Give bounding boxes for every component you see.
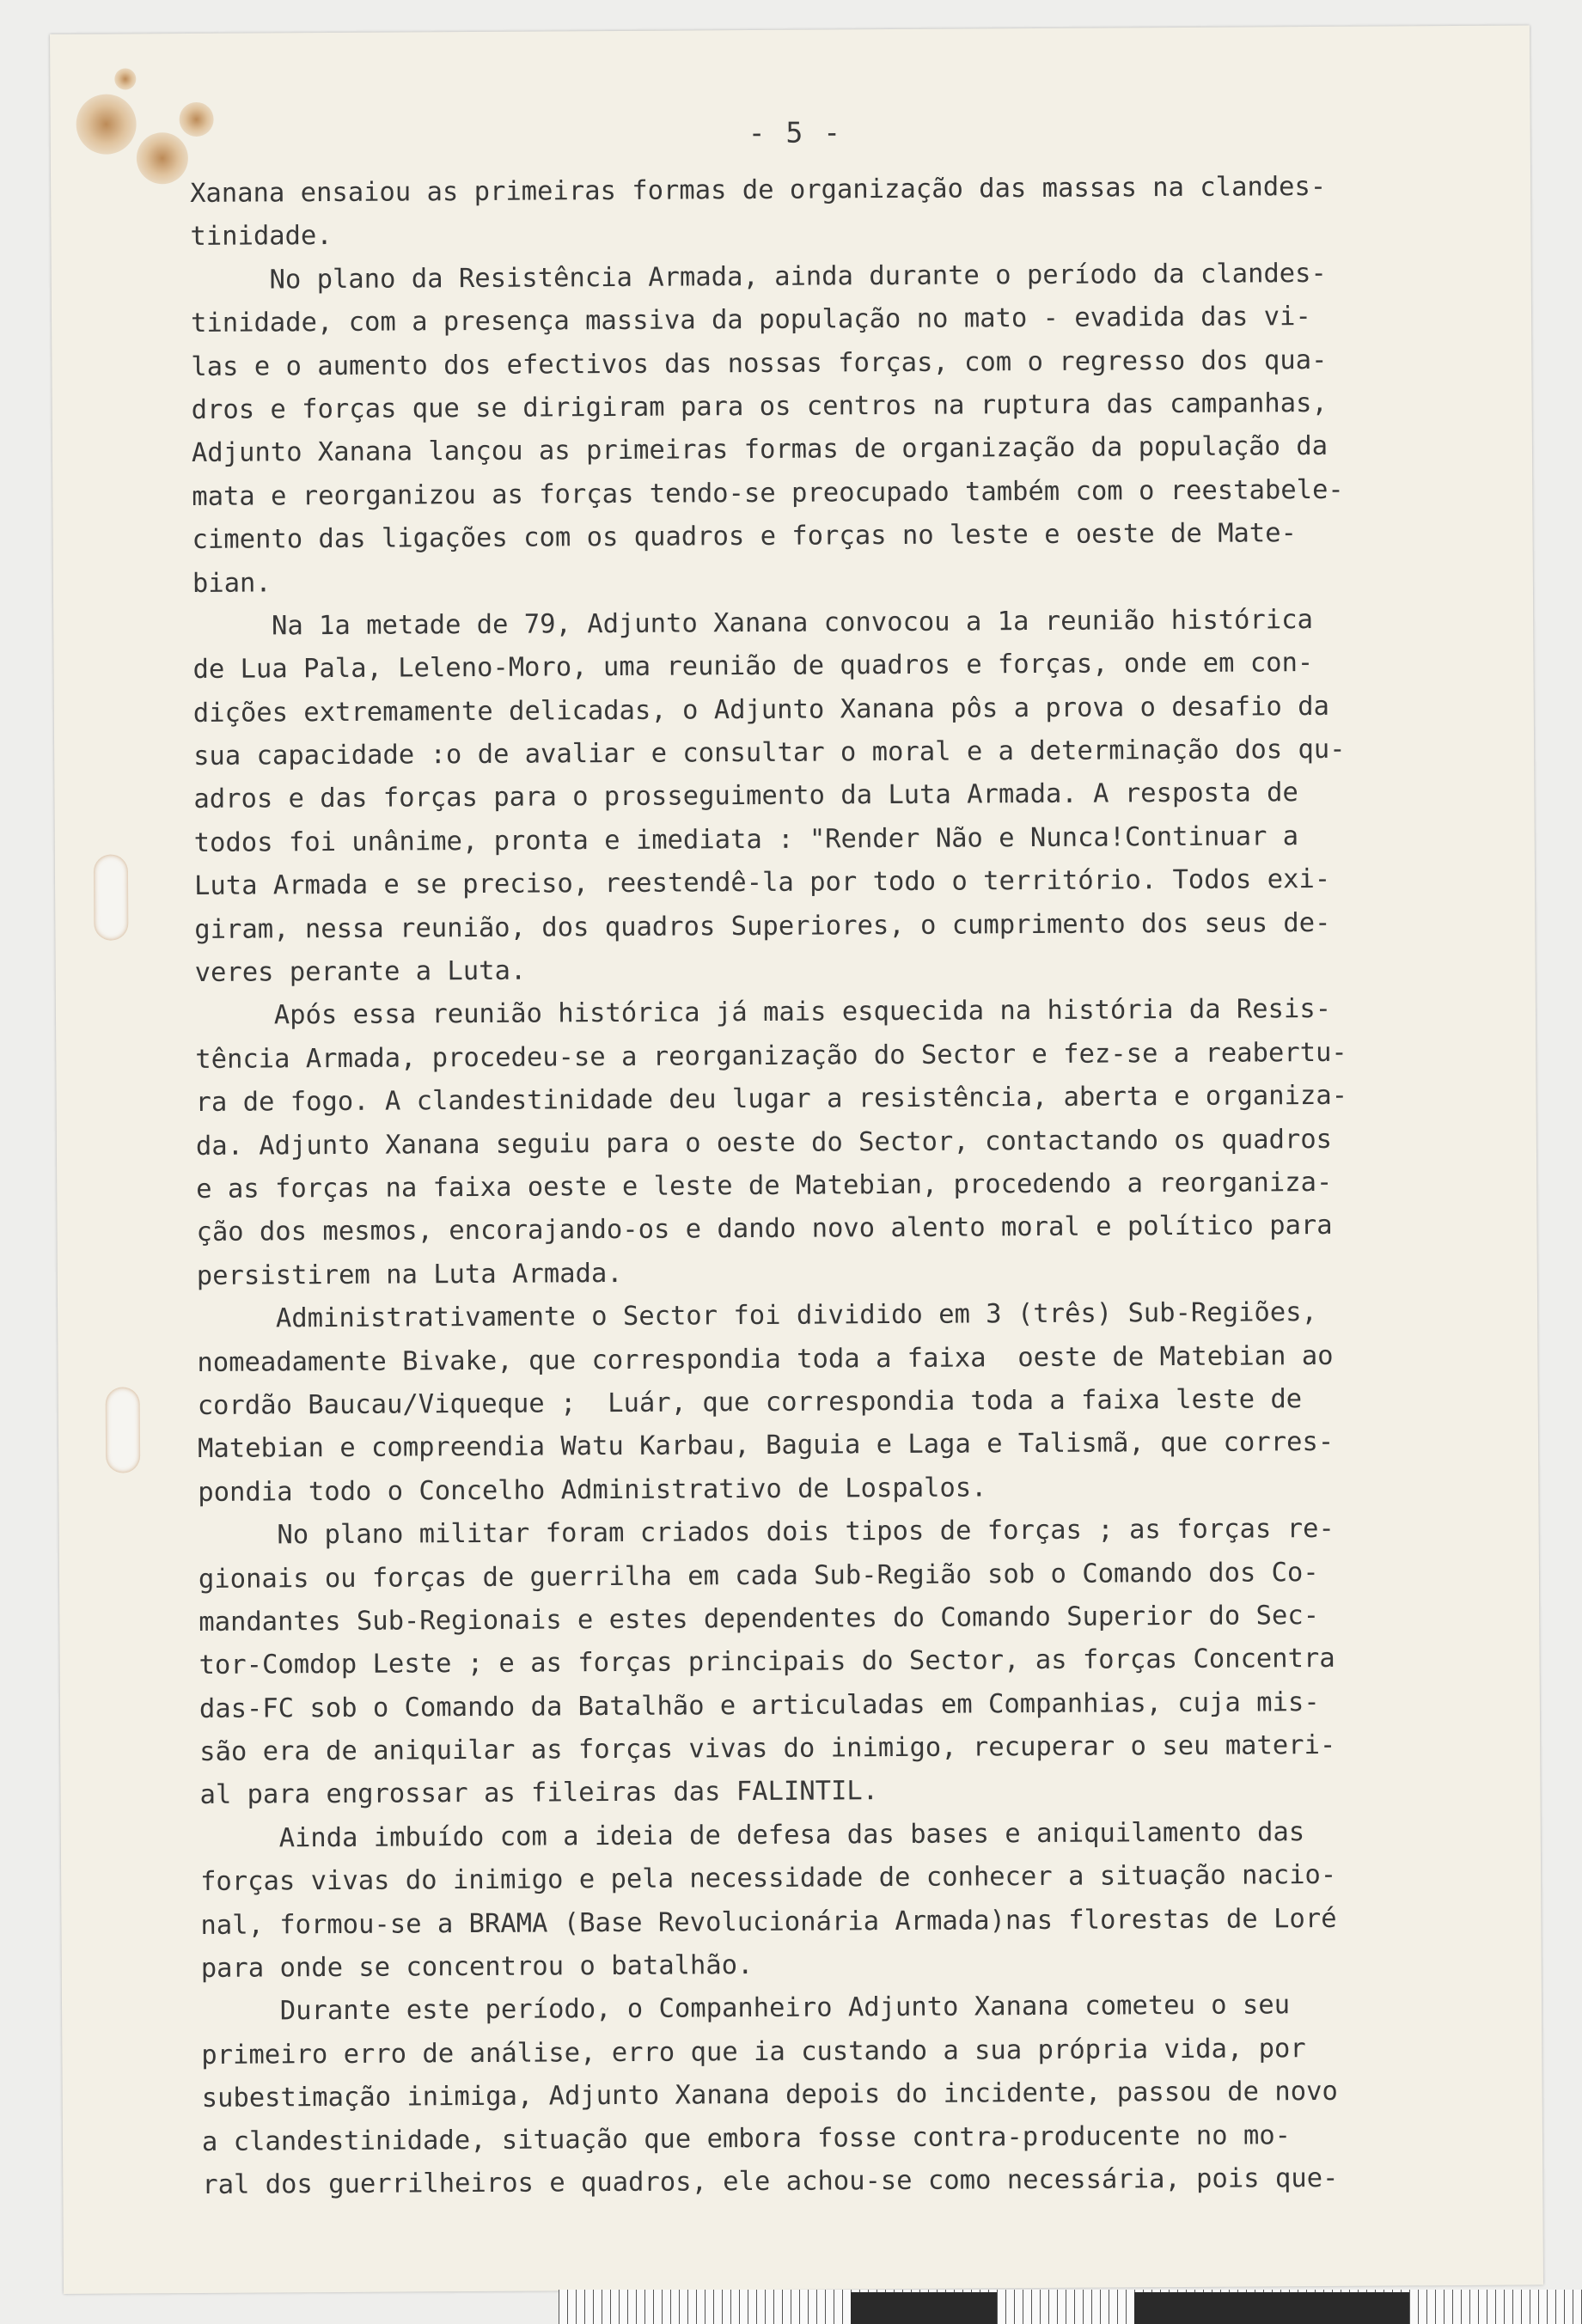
text-line: las e o aumento dos efectivos das nossas forças, com o regresso dos qua- bbox=[191, 345, 1328, 382]
text-line: Matebian e compreendia Watu Karbau, Baguia e Laga e Talismã, que corres- bbox=[197, 1427, 1335, 1465]
text-line: cimento das ligações com os quadros e forças no leste e oeste de Mate- bbox=[192, 518, 1298, 556]
text-line: ra de fogo. A clandestinidade deu lugar a resistência, aberta e organiza- bbox=[195, 1081, 1348, 1119]
text-line: pondia todo o Concelho Administrativo de Lospalos. bbox=[198, 1473, 987, 1508]
text-line: Adjunto Xanana lançou as primeiras formas de organização da população da bbox=[191, 431, 1329, 469]
text-line: a clandestinidade, situação que embora fosse contra-producente no mo- bbox=[201, 2120, 1292, 2157]
text-line: Luta Armada e se preciso, reestendê-la por todo o território. Todos exi- bbox=[193, 864, 1331, 902]
text-line: bian. bbox=[192, 567, 272, 599]
text-line: todos foi unânime, pronta e imediata : "Render Não e Nunca!Continuar a bbox=[193, 821, 1299, 858]
text-line: tinidade. bbox=[190, 221, 333, 253]
punch-hole bbox=[106, 1387, 141, 1473]
text-line: Durante este período, o Companheiro Adjunto Xanana cometeu o seu bbox=[200, 1990, 1291, 2028]
text-line: para onde se concentrou o batalhão. bbox=[200, 1950, 754, 1984]
text-line: No plano militar foram criados dois tipos de forças ; as forças re- bbox=[198, 1514, 1335, 1552]
scale-ruler bbox=[559, 2290, 1582, 2324]
rust-stain bbox=[179, 102, 213, 137]
text-line: e as forças na faixa oeste e leste de Matebian, procedendo a reorganiza- bbox=[196, 1167, 1333, 1205]
text-line: de Lua Pala, Leleno-Moro, uma reunião de quadros e forças, onde em con- bbox=[192, 648, 1314, 686]
text-line: primeiro erro de análise, erro que ia custando a sua própria vida, por bbox=[201, 2033, 1306, 2071]
punch-hole bbox=[94, 854, 129, 940]
rust-stain bbox=[137, 132, 188, 184]
text-line: Na 1a metade de 79, Adjunto Xanana convocou a 1a reunião histórica bbox=[192, 604, 1314, 642]
text-line: Administrativamente o Sector foi dividido em 3 (três) Sub-Regiões, bbox=[197, 1297, 1317, 1335]
text-line: Após essa reunião histórica já mais esquecida na história da Resis- bbox=[194, 994, 1332, 1032]
text-line: ral dos guerrilheiros e quadros, ele achou-se como necessária, pois que- bbox=[202, 2162, 1339, 2200]
text-line: dições extremamente delicadas, o Adjunto Xanana pôs a prova o desafio da bbox=[192, 691, 1330, 729]
text-line: sua capacidade :o de avaliar e consultar o moral e a determinação dos qu- bbox=[193, 734, 1346, 772]
text-line: persistirem na Luta Armada. bbox=[196, 1258, 623, 1291]
text-line: dros e forças que se dirigiram para os centros na ruptura das campanhas, bbox=[191, 387, 1328, 425]
page-number: - 5 - bbox=[748, 115, 843, 150]
text-line: da. Adjunto Xanana seguiu para o oeste do Sector, contactando os quadros bbox=[195, 1124, 1333, 1162]
text-line: tor-Comdop Leste ; e as forças principais do Sector, as forças Concentra bbox=[199, 1644, 1335, 1681]
rust-stain bbox=[114, 68, 136, 89]
text-line: são era de aniquilar as forças vivas do inimigo, recuperar o seu materi- bbox=[199, 1729, 1336, 1768]
text-line: veres perante a Luta. bbox=[194, 955, 527, 989]
text-line: Ainda imbuído com a ideia de defesa das bases e aniquilamento das bbox=[199, 1816, 1305, 1854]
text-line: mandantes Sub-Regionais e estes dependentes do Comando Superior do Sec- bbox=[199, 1600, 1320, 1638]
text-line: cordão Baucau/Viqueque ; Luár, que correspondia toda a faixa leste de bbox=[197, 1384, 1303, 1421]
text-line: subestimação inimiga, Adjunto Xanana depois do incidente, passou de novo bbox=[201, 2077, 1338, 2114]
text-line: al para engrossar as fileiras das FALINTIL. bbox=[199, 1776, 879, 1811]
text-line: tinidade, com a presença massiva da população no mato - evadida das vi- bbox=[190, 302, 1311, 339]
text-line: Xanana ensaiou as primeiras formas de organização das massas na clandes- bbox=[190, 171, 1327, 210]
text-line: No plano da Resistência Armada, ainda durante o período da clandes- bbox=[190, 258, 1327, 296]
text-line: gionais ou forças de guerrilha em cada Sub-Região sob o Comando dos Co- bbox=[198, 1557, 1319, 1595]
body-text bbox=[190, 165, 1474, 2207]
ruler-segment bbox=[1134, 2292, 1409, 2324]
text-line: das-FC sob o Comando da Batalhão e articuladas em Companhias, cuja mis- bbox=[199, 1687, 1320, 1724]
text-line: nomeadamente Bivake, que correspondia toda a faixa oeste de Matebian ao bbox=[197, 1340, 1334, 1378]
text-line: ção dos mesmos, encorajando-os e dando novo alento moral e político para bbox=[196, 1211, 1333, 1248]
text-line: adros e das forças para o prosseguimento da Luta Armada. A resposta de bbox=[193, 778, 1298, 815]
text-line: giram, nessa reunião, dos quadros Superiores, o cumprimento dos seus de- bbox=[194, 907, 1331, 945]
typewritten-page bbox=[50, 25, 1543, 2293]
text-line: mata e reorganizou as forças tendo-se preocupado também com o reestabele- bbox=[192, 474, 1344, 512]
text-line: nal, formou-se a BRAMA (Base Revolucionária Armada)nas florestas de Loré bbox=[200, 1903, 1337, 1941]
text-line: forças vivas do inimigo e pela necessidade de conhecer a situação nacio- bbox=[200, 1860, 1337, 1898]
ruler-segment bbox=[851, 2292, 997, 2324]
text-line: tência Armada, procedeu-se a reorganização do Sector e fez-se a reabertu- bbox=[195, 1037, 1347, 1075]
rust-stain bbox=[76, 94, 136, 154]
